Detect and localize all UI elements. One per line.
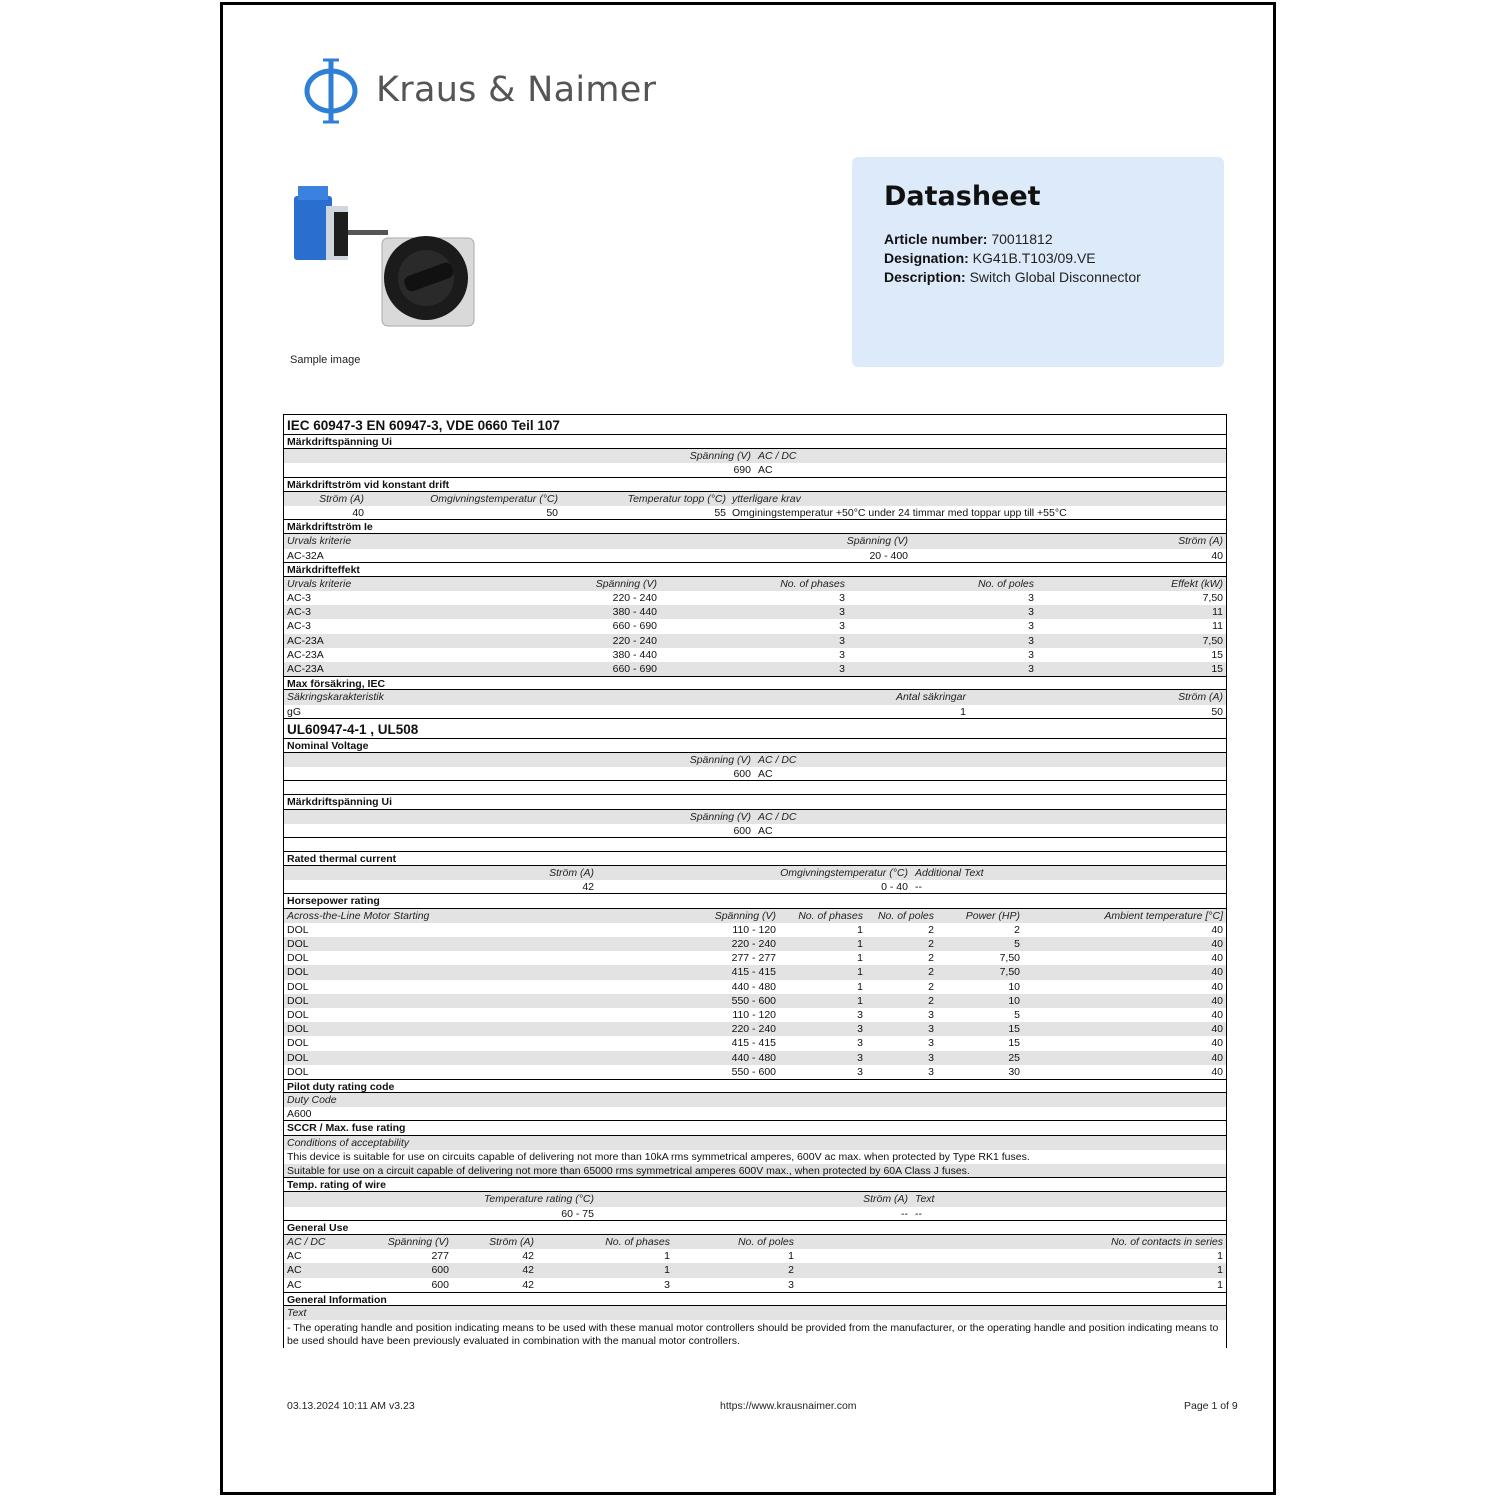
cell: 3 (857, 1065, 863, 1078)
table-row (284, 619, 1226, 633)
group-title: Max försäkring, IEC (287, 678, 386, 691)
header-cell: Effekt (kW) (1171, 577, 1223, 590)
iec-ie-group (284, 520, 1226, 534)
table-header-row (284, 534, 1226, 548)
cell: 1 (857, 980, 863, 993)
table-row (284, 1320, 1226, 1348)
cell: DOL (287, 952, 309, 965)
cell: 15 (1008, 1037, 1020, 1050)
table-row (284, 1022, 1226, 1036)
header-cell: No. of phases (780, 577, 845, 590)
cell: gG (287, 705, 302, 718)
datasheet-title: Datasheet (884, 181, 1041, 212)
cell: 40 (1211, 1051, 1223, 1064)
cell: 3 (1028, 663, 1034, 675)
header-cell: Ström (A) (863, 1193, 908, 1206)
group-title: General Use (287, 1221, 349, 1234)
cell: DOL (287, 938, 309, 950)
cell: DOL (287, 1023, 309, 1036)
cell: 2 (928, 980, 934, 993)
cell: 3 (857, 1023, 863, 1036)
table-header-row (284, 866, 1226, 880)
cell: 660 - 690 (612, 620, 657, 633)
cell: 40 (352, 506, 364, 519)
footer-url-link[interactable]: https://www.krausnaimer.com (720, 1400, 857, 1412)
group-title: Märkdriftspänning Ui (287, 796, 393, 809)
cell: 3 (857, 1051, 863, 1064)
table-row (284, 767, 1226, 781)
cell: AC-23A (287, 648, 324, 661)
group-title: Temp. rating of wire (287, 1179, 386, 1192)
cell: 600 (733, 768, 751, 781)
cell: 7,50 (1202, 634, 1223, 647)
cell: DOL (287, 1037, 309, 1050)
cell: AC-32A (287, 549, 324, 562)
header-cell: AC / DC (758, 450, 797, 463)
header-cell: AC / DC (758, 810, 797, 823)
header-cell: Ambient temperature [°C] (1104, 909, 1223, 922)
ul-info-group (284, 1292, 1226, 1306)
cell: 380 - 440 (612, 606, 657, 619)
ul-general-group (284, 1221, 1226, 1235)
description-label: Description: (884, 269, 966, 285)
table-row (284, 951, 1226, 965)
cell: This device is suitable for use on circuits capable of delivering not more than 10kA rms symmetrical amperes, 600V ac max. when protected by Type RK1 fuses. (287, 1150, 1030, 1163)
cell: 40 (1211, 549, 1223, 562)
cell: 50 (1211, 705, 1223, 718)
cell: 1 (857, 952, 863, 965)
header-cell: Omgivningstemperatur (°C) (430, 492, 558, 505)
cell: AC-23A (287, 663, 324, 675)
designation-value: KG41B.T103/09.VE (972, 250, 1096, 266)
table-header-row (284, 810, 1226, 824)
header-cell: Säkringskarakteristik (287, 691, 384, 704)
header-cell: Omgivningstemperatur (°C) (780, 867, 908, 880)
table-row (284, 880, 1226, 894)
table-header-row (284, 1093, 1226, 1107)
cell: 3 (839, 648, 845, 661)
cell: 42 (582, 881, 594, 894)
group-title: Horsepower rating (287, 895, 380, 908)
cell: 42 (522, 1278, 534, 1291)
cell: Omginingstemperatur +50°C under 24 timmar med toppar upp till +55°C (732, 506, 1067, 519)
footer-page-number: Page 1 of 9 (1184, 1400, 1238, 1412)
cell: 690 (733, 464, 751, 477)
cell: 550 - 600 (731, 994, 776, 1007)
cell: 3 (839, 620, 845, 633)
header-cell: AC / DC (758, 753, 797, 766)
cell: DOL (287, 994, 309, 1007)
header-cell: Spänning (V) (689, 810, 751, 823)
cell: 1 (1217, 1264, 1223, 1277)
datasheet-info-box (852, 157, 1224, 367)
cell: 5 (1014, 1008, 1020, 1021)
header-cell: Ström (A) (1178, 535, 1223, 548)
cell: 3 (839, 634, 845, 647)
table-header-row (284, 1136, 1226, 1150)
group-title: Märkdriftspänning Ui (287, 436, 393, 448)
ul-wire-group (284, 1178, 1226, 1192)
cell: 380 - 440 (612, 648, 657, 661)
cell: 42 (522, 1250, 534, 1263)
header-cell: No. of phases (605, 1235, 670, 1248)
table-header-row (284, 690, 1226, 704)
table-row (284, 1150, 1226, 1164)
header-cell: AC / DC (287, 1235, 326, 1248)
cell: 550 - 600 (731, 1065, 776, 1078)
iec-const-group (284, 478, 1226, 492)
cell: 40 (1211, 980, 1223, 993)
group-title: General Information (287, 1293, 387, 1306)
table-row (284, 1036, 1226, 1050)
spacer-row (284, 781, 1226, 795)
cell: 7,50 (1202, 592, 1223, 605)
cell: 3 (839, 592, 845, 605)
cell: -- (901, 1207, 908, 1220)
cell: 1 (857, 938, 863, 950)
ul-hp-group (284, 894, 1226, 908)
iec-power-rows (284, 591, 1226, 676)
cell: 15 (1211, 648, 1223, 661)
cell: 2 (928, 966, 934, 979)
cell: 3 (1028, 592, 1034, 605)
cell: 30 (1008, 1065, 1020, 1078)
table-header-row (284, 492, 1226, 506)
cell: 600 (733, 824, 751, 837)
cell: 3 (928, 1037, 934, 1050)
table-row (284, 824, 1226, 838)
table-row (284, 705, 1226, 719)
ul-pilot-group (284, 1079, 1226, 1093)
cell: 2 (1014, 923, 1020, 936)
cell: AC (758, 464, 773, 477)
cell: 220 - 240 (731, 1023, 776, 1036)
cell: 3 (664, 1278, 670, 1291)
designation-line (884, 249, 1192, 268)
cell: 40 (1211, 1023, 1223, 1036)
cell: 3 (1028, 634, 1034, 647)
cell: 220 - 240 (731, 938, 776, 950)
cell: 7,50 (999, 966, 1020, 979)
cell: 40 (1211, 1037, 1223, 1050)
cell: 10 (1008, 980, 1020, 993)
cell: 415 - 415 (731, 966, 776, 979)
cell: 5 (1014, 938, 1020, 950)
cell: 1 (857, 923, 863, 936)
cell: AC-3 (287, 592, 311, 605)
cell: 3 (788, 1278, 794, 1291)
table-row (284, 1164, 1226, 1178)
cell: 220 - 240 (612, 634, 657, 647)
header-cell: No. of poles (977, 577, 1034, 590)
iec-power-group (284, 563, 1226, 577)
cell: AC-23A (287, 634, 324, 647)
table-header-row (284, 577, 1226, 591)
table-row (284, 463, 1226, 477)
cell: 2 (928, 923, 934, 936)
table-row (284, 648, 1226, 662)
cell: 10 (1008, 994, 1020, 1007)
table-row (284, 994, 1226, 1008)
table-row (284, 923, 1226, 937)
table-row (284, 1278, 1226, 1292)
table-header-row (284, 1192, 1226, 1206)
header-cell: No. of poles (737, 1235, 794, 1248)
iec-fuse-group (284, 676, 1226, 690)
cell: 3 (857, 1008, 863, 1021)
cell: 277 - 277 (731, 952, 776, 965)
cell: AC (758, 824, 773, 837)
cell: 7,50 (999, 952, 1020, 965)
cell: 3 (839, 663, 845, 675)
header-cell: Temperatur topp (°C) (627, 492, 726, 505)
cell: 11 (1212, 606, 1223, 619)
cell: 3 (928, 1008, 934, 1021)
cell: -- (915, 881, 922, 894)
header-cell: Ström (A) (319, 492, 364, 505)
group-title: Pilot duty rating code (287, 1080, 395, 1093)
cell: 3 (928, 1023, 934, 1036)
cell: Suitable for use on a circuit capable of delivering not more than 65000 rms symmetrical amperes 600V max., when protected by 60A Class J fuses. (287, 1165, 970, 1177)
cell: 3 (1028, 620, 1034, 633)
spec-table (283, 414, 1227, 1348)
ul-general-rows (284, 1249, 1226, 1292)
cell: AC-3 (287, 620, 311, 633)
header-cell: No. of poles (877, 909, 934, 922)
header-cell: No. of phases (798, 909, 863, 922)
header-cell: Spänning (V) (846, 535, 908, 548)
footer-date: 03.13.2024 10:11 AM v3.23 (287, 1400, 415, 1412)
cell: 40 (1211, 952, 1223, 965)
table-header-row (284, 449, 1226, 463)
header-cell: Additional Text (915, 867, 984, 880)
table-row (284, 965, 1226, 979)
table-row (284, 591, 1226, 605)
cell: DOL (287, 1008, 309, 1021)
header-cell: Spänning (V) (689, 753, 751, 766)
header-cell: Temperature rating (°C) (483, 1193, 594, 1206)
header-cell: Conditions of acceptability (287, 1136, 409, 1149)
cell: 2 (788, 1264, 794, 1277)
cell: 660 - 690 (612, 663, 657, 675)
cell: 55 (714, 506, 726, 519)
header-cell: Ström (A) (549, 867, 594, 880)
cell: -- (915, 1207, 922, 1220)
header-cell: ytterligare krav (732, 492, 801, 505)
cell: 2 (928, 952, 934, 965)
cell: 1 (960, 705, 966, 718)
table-header-row (284, 1306, 1226, 1320)
cell: 60 - 75 (561, 1207, 594, 1220)
iec-ui-group (284, 435, 1226, 449)
header-cell: Ström (A) (1178, 691, 1223, 704)
cell: AC (287, 1250, 302, 1263)
cell: 1 (788, 1250, 794, 1263)
group-title: Nominal Voltage (287, 739, 369, 752)
cell: 40 (1211, 1065, 1223, 1078)
description-line (884, 268, 1192, 287)
header-cell: Spänning (V) (595, 577, 657, 590)
description-value: Switch Global Disconnector (969, 269, 1141, 285)
table-row (284, 1207, 1226, 1221)
cell: 11 (1212, 620, 1223, 633)
header-cell: Spänning (V) (689, 450, 751, 463)
cell: - The operating handle and position indicating means to be used with these manual motor controllers should be provided from the manufacturer, or the operating handle and position indicating means to be used should have been previously evaluated in combination with the manual motor controllers. (287, 1322, 1219, 1348)
header-cell: Power (HP) (965, 909, 1020, 922)
cell: DOL (287, 1051, 309, 1064)
group-title: SCCR / Max. fuse rating (287, 1122, 406, 1135)
cell: 1 (664, 1250, 670, 1263)
cell: 3 (928, 1051, 934, 1064)
iec-standard-label: IEC 60947-3 EN 60947-3, VDE 0660 Teil 107 (287, 418, 560, 433)
cell: 110 - 120 (732, 1008, 776, 1021)
cell: 2 (928, 994, 934, 1007)
cell: 40 (1211, 1008, 1223, 1021)
cell: 1 (1217, 1250, 1223, 1263)
header-cell: Duty Code (287, 1094, 337, 1107)
article-label: Article number: (884, 231, 988, 247)
spacer-row (284, 838, 1226, 852)
header-cell: Spänning (V) (387, 1235, 449, 1248)
cell: DOL (287, 966, 309, 979)
group-title: Märkdriftström vid konstant drift (287, 478, 450, 491)
cell: DOL (287, 923, 309, 936)
cell: 40 (1211, 994, 1223, 1007)
ul-standard-label: UL60947-4-1 , UL508 (287, 721, 419, 737)
table-row (284, 662, 1226, 676)
ul-hp-rows (284, 923, 1226, 1079)
table-row (284, 1051, 1226, 1065)
header-cell: Text (287, 1306, 307, 1319)
cell: 25 (1008, 1051, 1020, 1064)
designation-label: Designation: (884, 250, 969, 266)
cell: 1 (857, 966, 863, 979)
ul-thermal-group (284, 852, 1226, 866)
cell: 40 (1211, 938, 1223, 950)
table-row (284, 634, 1226, 648)
cell: 415 - 415 (731, 1037, 776, 1050)
cell: 440 - 480 (731, 980, 776, 993)
cell: 42 (522, 1264, 534, 1277)
table-row (284, 1065, 1226, 1079)
cell: 40 (1211, 923, 1223, 936)
table-row (284, 1107, 1226, 1121)
sample-image-caption: Sample image (290, 354, 361, 366)
iec-standard-header (284, 415, 1226, 435)
table-row (284, 937, 1226, 951)
table-row (284, 1263, 1226, 1277)
cell: 3 (1028, 606, 1034, 619)
table-row (284, 605, 1226, 619)
header-cell: Across-the-Line Motor Starting (287, 909, 430, 922)
cell: DOL (287, 1065, 309, 1078)
cell: 3 (1028, 648, 1034, 661)
cell: 50 (546, 506, 558, 519)
cell: 0 - 40 (881, 881, 908, 894)
header-cell: Urvals kriterie (287, 577, 352, 590)
table-header-row (284, 1235, 1226, 1249)
article-value: 70011812 (991, 231, 1053, 247)
table-header-row (284, 909, 1226, 923)
header-cell: Spänning (V) (714, 909, 776, 922)
cell: A600 (287, 1108, 312, 1121)
cell: AC-3 (287, 606, 311, 619)
cell: AC (287, 1264, 302, 1277)
header-cell: No. of contacts in series (1110, 1235, 1223, 1248)
header-cell: Antal säkringar (895, 691, 966, 704)
table-row (284, 980, 1226, 994)
cell: 1 (664, 1264, 670, 1277)
header-cell: Urvals kriterie (287, 535, 352, 548)
group-title: Märkdrifteffekt (287, 563, 360, 576)
article-number-line (884, 230, 1192, 249)
cell: 2 (928, 938, 934, 950)
cell: 110 - 120 (732, 923, 776, 936)
table-row (284, 1008, 1226, 1022)
header-cell: Ström (A) (489, 1235, 534, 1248)
cell: 3 (857, 1037, 863, 1050)
cell: 1 (1217, 1278, 1223, 1291)
cell: 600 (431, 1278, 449, 1291)
cell: 277 (431, 1250, 449, 1263)
group-title: Märkdriftström Ie (287, 521, 373, 534)
table-row (284, 549, 1226, 563)
group-title: Rated thermal current (287, 852, 397, 865)
cell: 440 - 480 (731, 1051, 776, 1064)
cell: 3 (928, 1065, 934, 1078)
cell: 15 (1211, 663, 1223, 675)
cell: 3 (839, 606, 845, 619)
ul-sccr-group (284, 1121, 1226, 1135)
ul-nominal-group (284, 739, 1226, 753)
ul-standard-header (284, 719, 1226, 739)
brand-name: Kraus & Naimer (376, 70, 657, 110)
header-cell: Text (915, 1193, 935, 1206)
cell: AC (287, 1278, 302, 1291)
switch-product-image (286, 178, 486, 338)
cell: DOL (287, 980, 309, 993)
cell: 220 - 240 (612, 592, 657, 605)
cell: 20 - 400 (869, 549, 908, 562)
table-row (284, 1249, 1226, 1263)
cell: 1 (857, 994, 863, 1007)
cell: 600 (431, 1264, 449, 1277)
cell: 15 (1008, 1023, 1020, 1036)
table-header-row (284, 753, 1226, 767)
ul-ui-group (284, 795, 1226, 809)
table-row (284, 506, 1226, 520)
cell: 40 (1211, 966, 1223, 979)
cell: AC (758, 768, 773, 781)
